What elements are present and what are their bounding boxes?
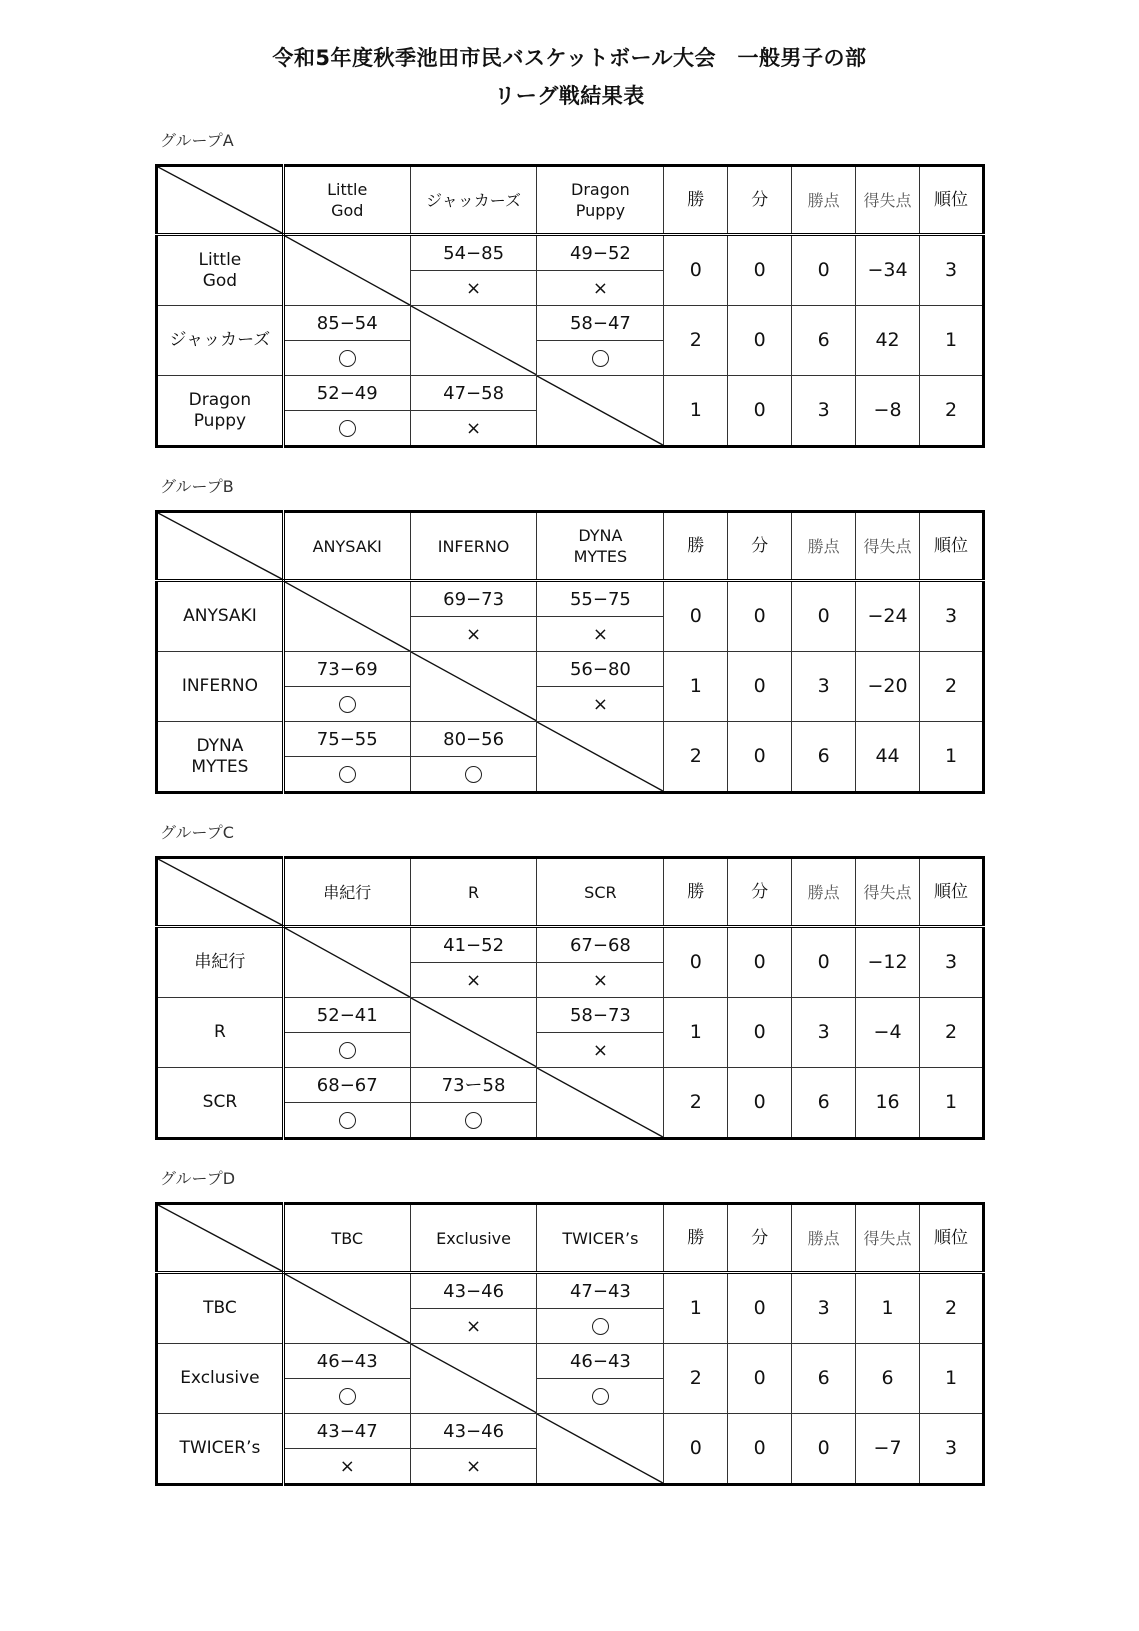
draw-count: 0 (728, 927, 792, 998)
header-points: 勝点 (792, 512, 856, 581)
match-score: 73−69 (283, 652, 410, 687)
points-value: 3 (792, 1273, 856, 1344)
diagonal-line (537, 1068, 663, 1137)
win-count: 0 (664, 235, 728, 306)
self-match-cell (283, 927, 410, 998)
rank-value: 3 (920, 1414, 984, 1485)
match-score: 47−58 (410, 376, 537, 411)
points-value: 0 (792, 235, 856, 306)
page-title: 令和5年度秋季池田市民バスケットボール大会 一般男子の部 (272, 46, 867, 70)
draw-count: 0 (728, 722, 792, 793)
match-result: × (537, 1033, 664, 1068)
match-result (283, 1379, 410, 1414)
header-rank: 順位 (920, 1204, 984, 1273)
win-count: 1 (664, 652, 728, 722)
point-diff-value: −7 (856, 1414, 920, 1485)
match-score: 46−43 (283, 1344, 410, 1379)
column-team-name: Little God (283, 166, 410, 235)
row-team-name: Dragon Puppy (157, 376, 284, 447)
header-win: 勝 (664, 1204, 728, 1273)
win-count: 2 (664, 306, 728, 376)
corner-cell (157, 512, 284, 581)
match-score: 43−47 (283, 1414, 410, 1449)
match-score: 56−80 (537, 652, 664, 687)
win-circle-mark (339, 1042, 356, 1059)
match-result: × (410, 1449, 537, 1485)
point-diff-value: 42 (856, 306, 920, 376)
match-result (283, 1033, 410, 1068)
win-count: 2 (664, 1344, 728, 1414)
team-row (157, 998, 984, 1033)
match-result (537, 1309, 664, 1344)
self-match-cell (537, 1068, 664, 1139)
win-count: 2 (664, 1068, 728, 1139)
win-circle-mark (339, 350, 356, 367)
diagonal-line (411, 652, 537, 721)
point-diff-value: −8 (856, 376, 920, 447)
win-count: 2 (664, 722, 728, 793)
win-circle-mark (465, 766, 482, 783)
header-row (157, 858, 984, 927)
match-result (283, 411, 410, 447)
match-score: 75−55 (283, 722, 410, 757)
header-rank: 順位 (920, 166, 984, 235)
self-match-cell (410, 998, 537, 1068)
match-score: 52−41 (283, 998, 410, 1033)
diagonal-line (158, 167, 282, 233)
match-result (283, 687, 410, 722)
self-match-cell (410, 306, 537, 376)
point-diff-value: −24 (856, 581, 920, 652)
team-row (157, 927, 984, 963)
match-result: × (537, 687, 664, 722)
match-score: 54−85 (410, 235, 537, 271)
header-diff: 得失点 (856, 1204, 920, 1273)
match-result: × (410, 411, 537, 447)
match-result (410, 757, 537, 793)
row-team-name: R (157, 998, 284, 1068)
point-diff-value: −34 (856, 235, 920, 306)
self-match-cell (410, 652, 537, 722)
team-row (157, 1273, 984, 1309)
header-points: 勝点 (792, 1204, 856, 1273)
win-count: 0 (664, 581, 728, 652)
corner-cell (157, 166, 284, 235)
self-match-cell (537, 722, 664, 793)
row-team-name: Little God (157, 235, 284, 306)
header-win: 勝 (664, 512, 728, 581)
win-circle-mark (339, 1112, 356, 1129)
match-score: 85−54 (283, 306, 410, 341)
draw-count: 0 (728, 235, 792, 306)
points-value: 6 (792, 722, 856, 793)
header-win: 勝 (664, 858, 728, 927)
header-row (157, 1204, 984, 1273)
match-result: × (410, 617, 537, 652)
league-table (155, 856, 985, 1140)
self-match-cell (410, 1344, 537, 1414)
win-count: 0 (664, 1414, 728, 1485)
win-circle-mark (339, 766, 356, 783)
diagonal-line (285, 1274, 410, 1343)
row-team-name: DYNA MYTES (157, 722, 284, 793)
points-value: 0 (792, 1414, 856, 1485)
team-row (157, 652, 984, 687)
match-score: 58−73 (537, 998, 664, 1033)
header-diff: 得失点 (856, 858, 920, 927)
header-rank: 順位 (920, 512, 984, 581)
header-points: 勝点 (792, 858, 856, 927)
match-result (283, 341, 410, 376)
team-row (157, 376, 984, 411)
header-draw: 分 (728, 858, 792, 927)
rank-value: 2 (920, 652, 984, 722)
rank-value: 3 (920, 235, 984, 306)
header-draw: 分 (728, 166, 792, 235)
match-score: 69−73 (410, 581, 537, 617)
match-score: 47−43 (537, 1273, 664, 1309)
match-result (537, 1379, 664, 1414)
row-team-name: 串紀行 (157, 927, 284, 998)
header-rank: 順位 (920, 858, 984, 927)
diagonal-line (411, 998, 537, 1067)
win-count: 0 (664, 927, 728, 998)
match-score: 46−43 (537, 1344, 664, 1379)
match-result (410, 1103, 537, 1139)
league-table-group (155, 510, 985, 794)
match-score: 49−52 (537, 235, 664, 271)
diagonal-line (411, 1344, 537, 1413)
win-circle-mark (592, 1318, 609, 1335)
rank-value: 2 (920, 998, 984, 1068)
self-match-cell (283, 235, 410, 306)
column-team-name: ジャッカーズ (410, 166, 537, 235)
column-team-name: SCR (537, 858, 664, 927)
draw-count: 0 (728, 306, 792, 376)
draw-count: 0 (728, 1068, 792, 1139)
rank-value: 1 (920, 1068, 984, 1139)
group-label: グループB (160, 477, 234, 496)
diagonal-line (158, 1205, 282, 1271)
win-circle-mark (592, 1388, 609, 1405)
header-draw: 分 (728, 512, 792, 581)
points-value: 0 (792, 927, 856, 998)
match-score: 52−49 (283, 376, 410, 411)
column-team-name: 串紀行 (283, 858, 410, 927)
row-team-name: ジャッカーズ (157, 306, 284, 376)
match-result: × (537, 963, 664, 998)
match-score: 58−47 (537, 306, 664, 341)
header-row (157, 512, 984, 581)
team-row (157, 1414, 984, 1449)
header-draw: 分 (728, 1204, 792, 1273)
rank-value: 1 (920, 306, 984, 376)
column-team-name: INFERNO (410, 512, 537, 581)
draw-count: 0 (728, 998, 792, 1068)
league-table-group (155, 164, 985, 448)
point-diff-value: 6 (856, 1344, 920, 1414)
header-win: 勝 (664, 166, 728, 235)
match-result (537, 341, 664, 376)
diagonal-line (537, 376, 663, 445)
rank-value: 2 (920, 1273, 984, 1344)
point-diff-value: −4 (856, 998, 920, 1068)
point-diff-value: −20 (856, 652, 920, 722)
draw-count: 0 (728, 1414, 792, 1485)
group-label: グループC (160, 823, 234, 842)
diagonal-line (158, 513, 282, 579)
league-table (155, 1202, 985, 1486)
draw-count: 0 (728, 581, 792, 652)
group-label: グループD (160, 1169, 236, 1188)
column-team-name: TWICER’s (537, 1204, 664, 1273)
team-row (157, 1344, 984, 1379)
rank-value: 2 (920, 376, 984, 447)
self-match-cell (537, 376, 664, 447)
team-row (157, 306, 984, 341)
row-team-name: TWICER’s (157, 1414, 284, 1485)
diagonal-line (537, 1414, 663, 1483)
match-result: × (283, 1449, 410, 1485)
win-count: 1 (664, 376, 728, 447)
point-diff-value: 44 (856, 722, 920, 793)
match-score: 73ー58 (410, 1068, 537, 1103)
win-circle-mark (592, 350, 609, 367)
point-diff-value: 1 (856, 1273, 920, 1344)
match-result: × (410, 271, 537, 306)
rank-value: 1 (920, 722, 984, 793)
match-result: × (410, 963, 537, 998)
team-row (157, 235, 984, 271)
rank-value: 1 (920, 1344, 984, 1414)
match-score: 68−67 (283, 1068, 410, 1103)
match-result: × (537, 271, 664, 306)
column-team-name: Exclusive (410, 1204, 537, 1273)
diagonal-line (285, 582, 410, 651)
self-match-cell (537, 1414, 664, 1485)
diagonal-line (285, 928, 410, 997)
row-team-name: Exclusive (157, 1344, 284, 1414)
points-value: 3 (792, 376, 856, 447)
win-count: 1 (664, 1273, 728, 1344)
draw-count: 0 (728, 1273, 792, 1344)
match-result (283, 1103, 410, 1139)
win-circle-mark (339, 1388, 356, 1405)
row-team-name: ANYSAKI (157, 581, 284, 652)
header-row (157, 166, 984, 235)
column-team-name: Dragon Puppy (537, 166, 664, 235)
row-team-name: SCR (157, 1068, 284, 1139)
rank-value: 3 (920, 581, 984, 652)
match-score: 80−56 (410, 722, 537, 757)
header-points: 勝点 (792, 166, 856, 235)
diagonal-line (537, 722, 663, 791)
rank-value: 3 (920, 927, 984, 998)
win-count: 1 (664, 998, 728, 1068)
points-value: 3 (792, 652, 856, 722)
league-table (155, 510, 985, 794)
column-team-name: R (410, 858, 537, 927)
diagonal-line (411, 306, 537, 375)
league-table (155, 164, 985, 448)
column-team-name: TBC (283, 1204, 410, 1273)
match-score: 55−75 (537, 581, 664, 617)
point-diff-value: 16 (856, 1068, 920, 1139)
points-value: 6 (792, 306, 856, 376)
header-diff: 得失点 (856, 166, 920, 235)
points-value: 6 (792, 1068, 856, 1139)
points-value: 3 (792, 998, 856, 1068)
row-team-name: INFERNO (157, 652, 284, 722)
diagonal-line (158, 859, 282, 925)
match-result (283, 757, 410, 793)
league-table-group (155, 856, 985, 1140)
match-score: 41−52 (410, 927, 537, 963)
match-result: × (410, 1309, 537, 1344)
team-row (157, 1068, 984, 1103)
league-table-group (155, 1202, 985, 1486)
column-team-name: DYNA MYTES (537, 512, 664, 581)
draw-count: 0 (728, 652, 792, 722)
match-score: 43−46 (410, 1414, 537, 1449)
diagonal-line (285, 236, 410, 305)
team-row (157, 581, 984, 617)
match-score: 67−68 (537, 927, 664, 963)
page-subtitle: リーグ戦結果表 (494, 84, 645, 108)
points-value: 0 (792, 581, 856, 652)
self-match-cell (283, 581, 410, 652)
self-match-cell (283, 1273, 410, 1344)
team-row (157, 722, 984, 757)
match-result: × (537, 617, 664, 652)
match-score: 43−46 (410, 1273, 537, 1309)
points-value: 6 (792, 1344, 856, 1414)
group-label: グループA (160, 131, 234, 150)
draw-count: 0 (728, 376, 792, 447)
win-circle-mark (465, 1112, 482, 1129)
win-circle-mark (339, 696, 356, 713)
corner-cell (157, 1204, 284, 1273)
draw-count: 0 (728, 1344, 792, 1414)
column-team-name: ANYSAKI (283, 512, 410, 581)
corner-cell (157, 858, 284, 927)
point-diff-value: −12 (856, 927, 920, 998)
win-circle-mark (339, 420, 356, 437)
row-team-name: TBC (157, 1273, 284, 1344)
header-diff: 得失点 (856, 512, 920, 581)
